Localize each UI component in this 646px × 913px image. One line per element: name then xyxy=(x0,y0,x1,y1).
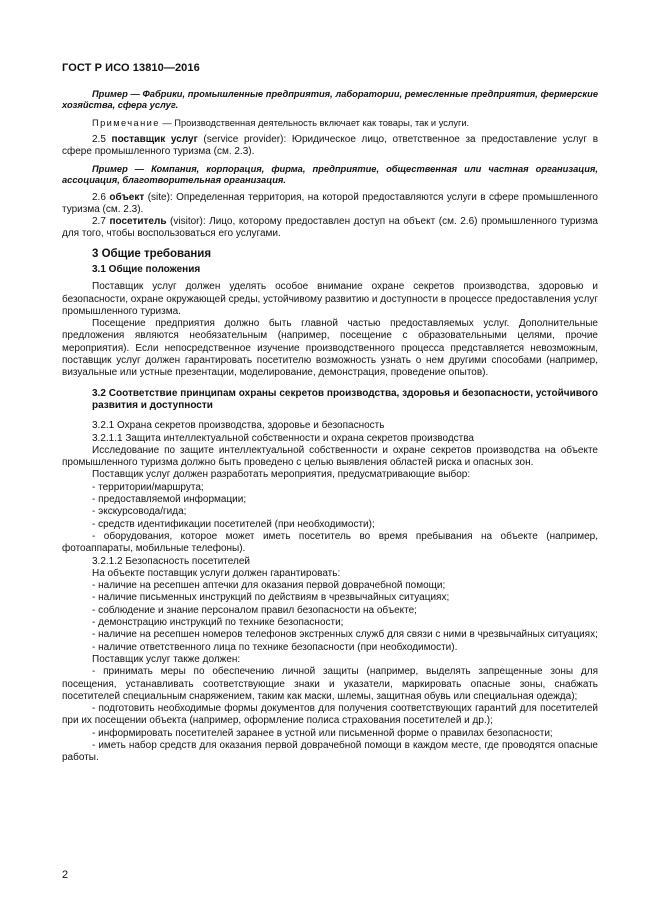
page-number: 2 xyxy=(62,869,69,881)
list-item: - наличие ответственного лица по технике безопасности (при необходимости). xyxy=(92,641,458,653)
definition-2-5 xyxy=(62,134,598,159)
list-item: - средств идентификации посетителей (при необходимости); xyxy=(92,518,375,530)
paragraph: Исследование по защите интеллектуальной собственности и охране секретов производства на объекте промышленного туризма должно быть проведено с целью выявления областей риска и опасных зон. xyxy=(62,444,598,469)
list-item: - информировать посетителей заранее в устной или письменной форме о правилах безопасности; xyxy=(92,727,553,739)
list-item: - наличие на ресепшен аптечки для оказания первой доврачебной помощи; xyxy=(92,580,446,592)
definition-number: 2.5 xyxy=(92,134,112,146)
subsection-heading: 3.1 Общие положения xyxy=(92,264,201,275)
list-item: - демонстрацию инструкций по технике безопасности; xyxy=(92,617,344,629)
definition-term: посетитель xyxy=(109,216,167,228)
paragraph: Поставщик услуг также должен: xyxy=(92,653,241,665)
example-paragraph: Пример — Фабрики, промышленные предприятия, лаборатории, ремесленные предприятия, фермерские хозяйства, сфера услуг. xyxy=(62,89,598,111)
definition-number: 2.6 xyxy=(92,191,110,203)
definition-text: (service provider): Юридическое лицо, ответственное за предоставление услуг в сфере промышленного туризма (см. 2.3). xyxy=(62,134,599,158)
document-header: ГОСТ Р ИСО 13810—2016 xyxy=(62,62,200,74)
list-item: - наличие на ресепшен номеров телефонов экстренных служб для связи с ними в чрезвычайных ситуациях; xyxy=(92,629,598,641)
definition-text: (site): Определенная территория, на которой предоставляются услуги в сфере промышленного туризма (см. 2.3). xyxy=(62,191,598,215)
paragraph: Поставщик услуг должен уделять особое внимание охране секретов производства, здоровью и безопасности, охране окружающей среды, устойчивому развитию и доступности в процессе предоставления услуг промышленного туризма. xyxy=(62,281,598,317)
definition-text: (visitor): Лицо, которому предоставлен доступ на объект (см. 2.6) промышленного туризма для того, чтобы воспользоваться его услугами. xyxy=(62,216,598,240)
clause-heading: 3.2.1.2 Безопасность посетителей xyxy=(92,555,250,567)
definition-term: объект xyxy=(109,191,145,203)
note-text: — Производственная деятельность включает как товары, так и услуги. xyxy=(159,117,470,128)
list-item: - соблюдение и знание персоналом правил безопасности на объекте; xyxy=(92,604,417,616)
list-item: - оборудования, которое может иметь посетитель во время пребывания на объекте (например, фотоаппараты, мобильные телефоны). xyxy=(62,530,598,555)
list-item: - наличие письменных инструкций по действиям в чрезвычайных ситуациях; xyxy=(92,592,450,604)
paragraph: Поставщик услуг должен разработать мероприятия, предусматривающие выбор: xyxy=(92,469,471,481)
subsection-heading: 3.2 Соответствие принципам охраны секретов производства, здоровья и безопасности, устойчивого развития и доступности xyxy=(92,387,598,411)
list-item: - подготовить необходимые формы документов для получения соответствующих гарантий для посетителей при их посещении объекта (например, оформление полиса страхования посетителей и др.); xyxy=(62,703,598,727)
document-body xyxy=(62,89,598,765)
paragraph: Посещение предприятия должно быть главной частью предоставляемых услуг. Дополнительные предложения являются необязательным (например, посещение с образовательными целями, прочие мероприятия). Если непосредственное изучение производственного процесса представляется невозможным, поставщик услуг должен гарантировать посетителю возможность узнать о нем другими способами (например, визуальные или устные презентации, моделирование, демонстрация, проведение опытов). xyxy=(62,318,598,379)
list-item: - принимать меры по обеспечению личной защиты (например, выделять запрещенные зоны для посещения, устанавливать соответствующие знаки и указатели, маркировать опасные зоны, снабжать посетителей специальным снаряжением, таким как маски, шлемы, защитная обувь или специальная одежда); xyxy=(62,666,598,702)
section-heading: 3 Общие требования xyxy=(92,247,212,260)
paragraph: На объекте поставщик услуги должен гарантировать: xyxy=(92,567,341,579)
clause-heading: 3.2.1 Охрана секретов производства, здоровье и безопасность xyxy=(92,420,385,432)
definition-2-6 xyxy=(62,192,598,217)
list-item: - предоставляемой информации; xyxy=(92,494,247,506)
definition-number: 2.7 xyxy=(92,216,110,228)
note-paragraph xyxy=(62,117,598,129)
list-item: - экскурсовода/гида; xyxy=(92,506,187,518)
definition-term: поставщик услуг xyxy=(111,134,198,146)
list-item: - территории/маршрута; xyxy=(92,481,204,493)
clause-heading: 3.2.1.1 Защита интеллектуальной собственности и охрана секретов производства xyxy=(92,432,474,444)
list-item: - иметь набор средств для оказания первой доврачебной помощи в каждом месте, где проводятся опасные работы. xyxy=(62,739,598,764)
definition-2-7 xyxy=(62,216,598,241)
note-label: Примечание xyxy=(92,117,160,128)
example-paragraph: Пример — Компания, корпорация, фирма, предприятие, общественная или частная организация, ассоциация, благотворительная организация. xyxy=(62,163,598,186)
